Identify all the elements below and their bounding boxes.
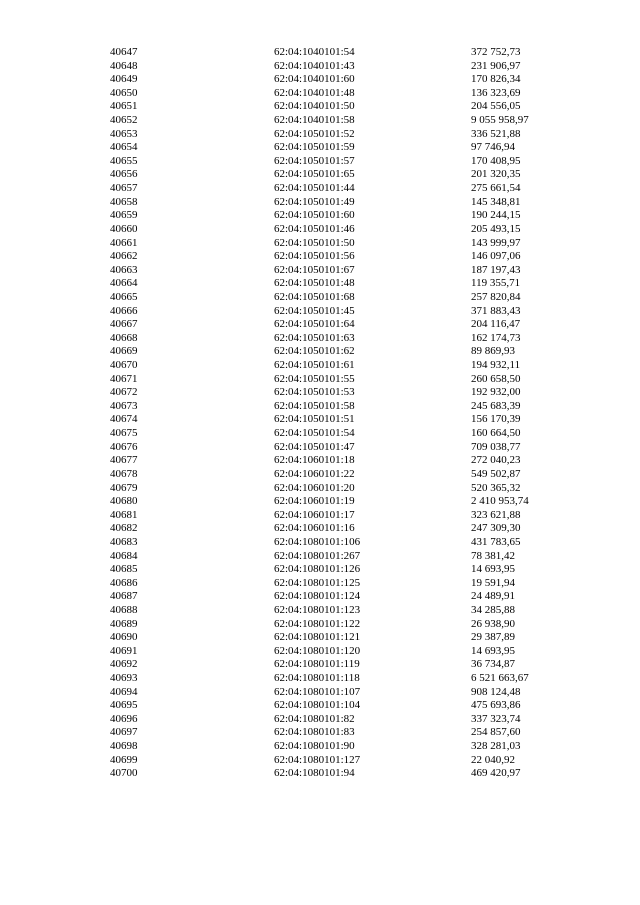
table-row (110, 427, 560, 441)
table-row (110, 250, 560, 264)
row-number: 40682 (110, 522, 138, 535)
row-number: 40649 (110, 73, 138, 86)
row-number: 40660 (110, 222, 138, 235)
cadastral-value: 156 170,39 (471, 413, 521, 426)
row-number: 40683 (110, 535, 138, 548)
table-row (110, 345, 560, 359)
cadastral-number: 62:04:1080101:126 (274, 563, 361, 576)
cadastral-number: 62:04:1050101:55 (274, 372, 355, 385)
table-row (110, 754, 560, 768)
table-row (110, 318, 560, 332)
table-row (110, 441, 560, 455)
table-row (110, 590, 560, 604)
cadastral-value: 260 658,50 (471, 372, 521, 385)
cadastral-value: 78 381,42 (471, 549, 515, 562)
cadastral-number: 62:04:1040101:43 (274, 59, 355, 72)
cadastral-number: 62:04:1050101:52 (274, 127, 355, 140)
cadastral-value: 26 938,90 (471, 617, 515, 630)
row-number: 40699 (110, 753, 138, 766)
cadastral-value: 14 693,95 (471, 644, 515, 657)
cadastral-number: 62:04:1050101:58 (274, 399, 355, 412)
table-row (110, 155, 560, 169)
row-number: 40650 (110, 86, 138, 99)
cadastral-value: 549 502,87 (471, 467, 521, 480)
row-number: 40685 (110, 563, 138, 576)
cadastral-number: 62:04:1050101:44 (274, 182, 355, 195)
row-number: 40684 (110, 549, 138, 562)
cadastral-value: 204 556,05 (471, 100, 521, 113)
cadastral-value: 136 323,69 (471, 86, 521, 99)
row-number: 40658 (110, 195, 138, 208)
cadastral-number: 62:04:1060101:19 (274, 495, 355, 508)
row-number: 40666 (110, 304, 138, 317)
table-row (110, 114, 560, 128)
cadastral-number: 62:04:1050101:56 (274, 250, 355, 263)
table-row (110, 699, 560, 713)
cadastral-value: 146 097,06 (471, 250, 521, 263)
cadastral-number: 62:04:1040101:60 (274, 73, 355, 86)
cadastral-number: 62:04:1060101:16 (274, 522, 355, 535)
row-number: 40651 (110, 100, 138, 113)
cadastral-number: 62:04:1080101:90 (274, 740, 355, 753)
row-number: 40662 (110, 250, 138, 263)
cadastral-value: 336 521,88 (471, 127, 521, 140)
cadastral-value: 475 693,86 (471, 699, 521, 712)
cadastral-value: 201 320,35 (471, 168, 521, 181)
cadastral-number: 62:04:1080101:121 (274, 631, 361, 644)
cadastral-number: 62:04:1060101:22 (274, 467, 355, 480)
cadastral-number: 62:04:1050101:60 (274, 209, 355, 222)
table-row (110, 631, 560, 645)
cadastral-number: 62:04:1080101:267 (274, 549, 361, 562)
cadastral-value: 29 387,89 (471, 631, 515, 644)
cadastral-number: 62:04:1040101:50 (274, 100, 355, 113)
cadastral-value: 170 408,95 (471, 154, 521, 167)
row-number: 40667 (110, 318, 138, 331)
table-row (110, 767, 560, 781)
cadastral-value: 36 734,87 (471, 658, 515, 671)
table-row (110, 740, 560, 754)
cadastral-value: 431 783,65 (471, 535, 521, 548)
cadastral-value: 143 999,97 (471, 236, 521, 249)
cadastral-value: 372 752,73 (471, 46, 521, 58)
row-number: 40687 (110, 590, 138, 603)
cadastral-value: 24 489,91 (471, 590, 515, 603)
cadastral-number: 62:04:1060101:20 (274, 481, 355, 494)
cadastral-number: 62:04:1080101:104 (274, 699, 361, 712)
row-number: 40675 (110, 427, 138, 440)
row-number: 40670 (110, 359, 138, 372)
cadastral-number: 62:04:1080101:125 (274, 576, 361, 589)
row-number: 40663 (110, 263, 138, 276)
row-number: 40661 (110, 236, 138, 249)
table-row (110, 550, 560, 564)
cadastral-value: 22 040,92 (471, 753, 515, 766)
row-number: 40695 (110, 699, 138, 712)
table-row (110, 277, 560, 291)
cadastral-value: 97 746,94 (471, 141, 515, 154)
cadastral-value: 908 124,48 (471, 685, 521, 698)
table-row (110, 672, 560, 686)
row-number: 40648 (110, 59, 138, 72)
table-row (110, 237, 560, 251)
table-row (110, 373, 560, 387)
cadastral-number: 62:04:1080101:106 (274, 535, 361, 548)
cadastral-number: 62:04:1060101:18 (274, 454, 355, 467)
cadastral-value: 204 116,47 (471, 318, 521, 331)
cadastral-value: 145 348,81 (471, 195, 521, 208)
table-row (110, 332, 560, 346)
cadastral-number: 62:04:1050101:67 (274, 263, 355, 276)
cadastral-number: 62:04:1050101:57 (274, 154, 355, 167)
cadastral-value: 19 591,94 (471, 576, 515, 589)
cadastral-value: 371 883,43 (471, 304, 521, 317)
row-number: 40665 (110, 290, 138, 303)
table-row (110, 413, 560, 427)
cadastral-value: 2 410 953,74 (471, 495, 529, 508)
row-number: 40678 (110, 467, 138, 480)
cadastral-value: 520 365,32 (471, 481, 521, 494)
table-row (110, 128, 560, 142)
table-row (110, 522, 560, 536)
cadastral-number: 62:04:1050101:65 (274, 168, 355, 181)
cadastral-number: 62:04:1050101:49 (274, 195, 355, 208)
cadastral-value: 162 174,73 (471, 331, 521, 344)
table-row (110, 100, 560, 114)
row-number: 40698 (110, 740, 138, 753)
cadastral-number: 62:04:1050101:61 (274, 359, 355, 372)
cadastral-number: 62:04:1040101:54 (274, 46, 355, 58)
cadastral-value: 275 661,54 (471, 182, 521, 195)
cadastral-value: 709 038,77 (471, 440, 521, 453)
cadastral-number: 62:04:1080101:123 (274, 603, 361, 616)
cadastral-value: 119 355,71 (471, 277, 521, 290)
cadastral-value: 89 869,93 (471, 345, 515, 358)
cadastral-number: 62:04:1060101:17 (274, 508, 355, 521)
cadastral-value: 9 055 958,97 (471, 114, 529, 127)
cadastral-number: 62:04:1080101:118 (274, 672, 360, 685)
table-row (110, 168, 560, 182)
cadastral-number: 62:04:1050101:59 (274, 141, 355, 154)
row-number: 40680 (110, 495, 138, 508)
cadastral-value: 231 906,97 (471, 59, 521, 72)
table-row (110, 196, 560, 210)
row-number: 40653 (110, 127, 138, 140)
cadastral-value: 170 826,34 (471, 73, 521, 86)
cadastral-number: 62:04:1050101:48 (274, 277, 355, 290)
cadastral-number: 62:04:1080101:122 (274, 617, 361, 630)
row-number: 40668 (110, 331, 138, 344)
row-number: 40672 (110, 386, 138, 399)
cadastral-number: 62:04:1080101:124 (274, 590, 361, 603)
cadastral-value: 187 197,43 (471, 263, 521, 276)
row-number: 40654 (110, 141, 138, 154)
row-number: 40700 (110, 767, 138, 780)
cadastral-number: 62:04:1080101:94 (274, 767, 355, 780)
cadastral-number: 62:04:1050101:68 (274, 290, 355, 303)
row-number: 40664 (110, 277, 138, 290)
row-number: 40681 (110, 508, 138, 521)
table-row (110, 454, 560, 468)
cadastral-number: 62:04:1050101:45 (274, 304, 355, 317)
table-row (110, 209, 560, 223)
cadastral-number: 62:04:1050101:54 (274, 427, 355, 440)
cadastral-number: 62:04:1080101:119 (274, 658, 360, 671)
cadastral-number: 62:04:1050101:53 (274, 386, 355, 399)
table-row (110, 386, 560, 400)
row-number: 40657 (110, 182, 138, 195)
cadastral-number: 62:04:1050101:50 (274, 236, 355, 249)
cadastral-value: 257 820,84 (471, 290, 521, 303)
row-number: 40647 (110, 46, 138, 58)
table-row (110, 726, 560, 740)
row-number: 40688 (110, 603, 138, 616)
cadastral-number: 62:04:1050101:63 (274, 331, 355, 344)
cadastral-number: 62:04:1080101:127 (274, 753, 361, 766)
table-row (110, 73, 560, 87)
cadastral-value: 205 493,15 (471, 222, 521, 235)
table-row (110, 359, 560, 373)
table-row (110, 618, 560, 632)
cadastral-number: 62:04:1040101:48 (274, 86, 355, 99)
row-number: 40671 (110, 372, 138, 385)
row-number: 40656 (110, 168, 138, 181)
cadastral-value: 192 932,00 (471, 386, 521, 399)
cadastral-value: 272 040,23 (471, 454, 521, 467)
table-row (110, 577, 560, 591)
cadastral-value: 14 693,95 (471, 563, 515, 576)
table-row (110, 305, 560, 319)
cadastral-number: 62:04:1080101:107 (274, 685, 361, 698)
table-row (110, 400, 560, 414)
row-number: 40689 (110, 617, 138, 630)
cadastral-number: 62:04:1050101:51 (274, 413, 355, 426)
cadastral-value: 245 683,39 (471, 399, 521, 412)
table-row (110, 46, 560, 60)
cadastral-value: 254 857,60 (471, 726, 521, 739)
table-row (110, 563, 560, 577)
table-row (110, 604, 560, 618)
row-number: 40674 (110, 413, 138, 426)
cadastral-number: 62:04:1080101:83 (274, 726, 355, 739)
row-number: 40676 (110, 440, 138, 453)
row-number: 40696 (110, 712, 138, 725)
cadastral-number: 62:04:1050101:64 (274, 318, 355, 331)
row-number: 40677 (110, 454, 138, 467)
cadastral-value: 323 621,88 (471, 508, 521, 521)
table-row (110, 495, 560, 509)
table-row (110, 686, 560, 700)
table-row (110, 182, 560, 196)
table-row (110, 468, 560, 482)
table-row (110, 291, 560, 305)
cadastral-value: 6 521 663,67 (471, 672, 529, 685)
cadastral-value: 190 244,15 (471, 209, 521, 222)
row-number: 40697 (110, 726, 138, 739)
table-row (110, 482, 560, 496)
cadastral-value: 337 323,74 (471, 712, 521, 725)
row-number: 40652 (110, 114, 138, 127)
cadastral-number: 62:04:1080101:120 (274, 644, 361, 657)
table-row (110, 223, 560, 237)
row-number: 40679 (110, 481, 138, 494)
row-number: 40669 (110, 345, 138, 358)
cadastral-value: 34 285,88 (471, 603, 515, 616)
table-row (110, 713, 560, 727)
row-number: 40659 (110, 209, 138, 222)
table-row (110, 87, 560, 101)
cadastral-number: 62:04:1040101:58 (274, 114, 355, 127)
table-row (110, 264, 560, 278)
table-row (110, 645, 560, 659)
table-row (110, 60, 560, 74)
cadastral-number: 62:04:1050101:46 (274, 222, 355, 235)
row-number: 40694 (110, 685, 138, 698)
table-row (110, 141, 560, 155)
cadastral-value-table (110, 46, 560, 781)
row-number: 40686 (110, 576, 138, 589)
row-number: 40691 (110, 644, 138, 657)
cadastral-value: 194 932,11 (471, 359, 521, 372)
row-number: 40690 (110, 631, 138, 644)
cadastral-number: 62:04:1080101:82 (274, 712, 355, 725)
row-number: 40692 (110, 658, 138, 671)
row-number: 40693 (110, 672, 138, 685)
cadastral-value: 328 281,03 (471, 740, 521, 753)
row-number: 40655 (110, 154, 138, 167)
table-row (110, 658, 560, 672)
cadastral-number: 62:04:1050101:47 (274, 440, 355, 453)
cadastral-value: 247 309,30 (471, 522, 521, 535)
row-number: 40673 (110, 399, 138, 412)
cadastral-number: 62:04:1050101:62 (274, 345, 355, 358)
cadastral-value: 160 664,50 (471, 427, 521, 440)
cadastral-value: 469 420,97 (471, 767, 521, 780)
table-row (110, 536, 560, 550)
table-row (110, 509, 560, 523)
